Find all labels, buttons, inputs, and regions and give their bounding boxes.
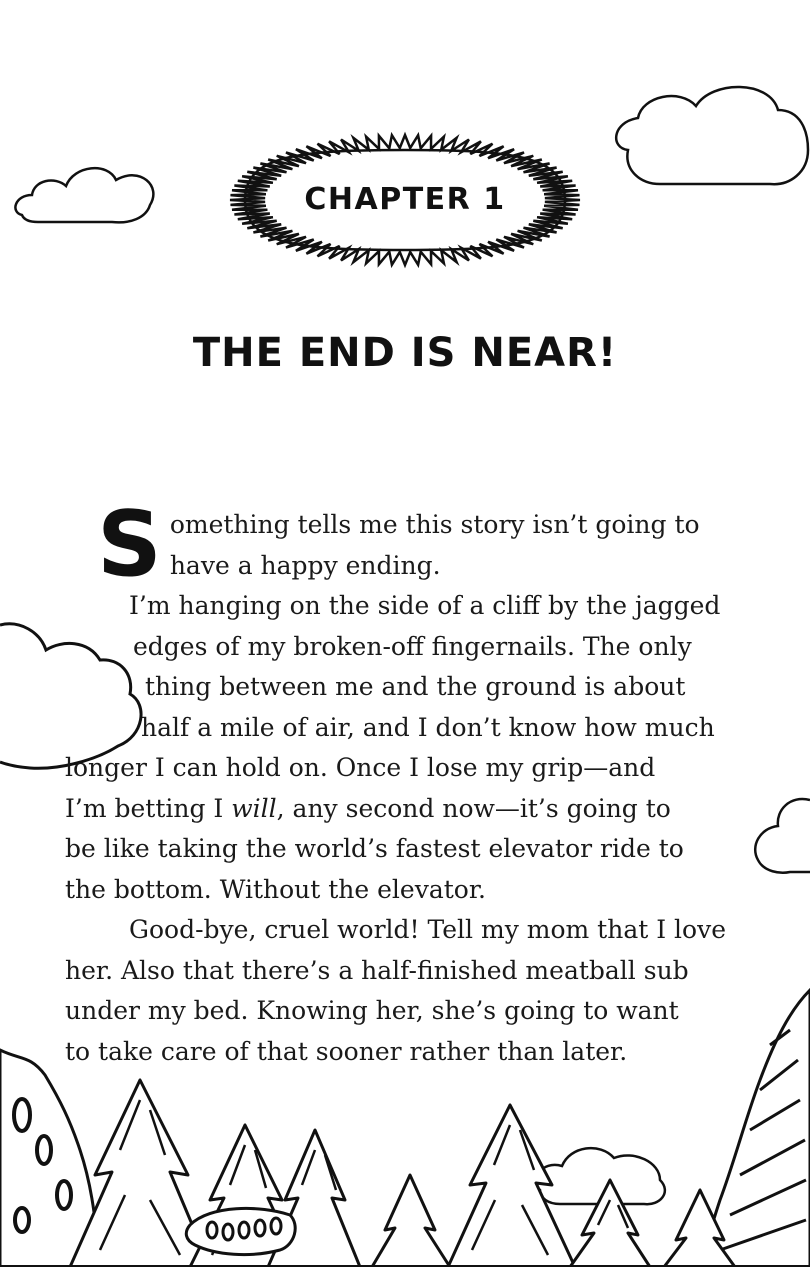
text-line: half a mile of air, and I don’t know how much <box>141 712 715 742</box>
text-segment: , any second now—it’s going to <box>276 793 671 823</box>
paragraph-2 <box>65 586 737 910</box>
text-line: thing between me and the ground is about <box>145 672 686 701</box>
text-line: under my bed. Knowing her, she’s going to want <box>65 996 679 1025</box>
text-segment: I’m betting I <box>65 793 232 823</box>
text-line: longer I can hold on. Once I lose my grip—and <box>65 753 656 782</box>
text-line: to take care of that sooner rather than later. <box>65 1036 628 1066</box>
cloud-top-right <box>616 87 808 184</box>
text-line: her. Also that there’s a half-finished meatball sub <box>65 955 689 985</box>
drop-cap: S <box>97 492 162 597</box>
chapter-body-text <box>65 492 737 1072</box>
paragraph-3 <box>65 910 737 1072</box>
text-line: have a happy ending. <box>169 550 441 580</box>
chapter-label: CHAPTER 1 <box>304 182 506 217</box>
cloud-top-left <box>15 168 153 222</box>
text-line: omething tells me this story isn’t going to <box>169 510 700 539</box>
paragraph-1 <box>97 492 737 597</box>
cloud-right-middle <box>755 799 810 873</box>
text-line: edges of my broken-off fingernails. The only <box>133 631 692 661</box>
text-line: the bottom. Without the elevator. <box>65 874 486 904</box>
text-line <box>65 794 671 823</box>
text-line: Good-bye, cruel world! Tell my mom that I love <box>129 915 727 944</box>
text-line: I’m hanging on the side of a cliff by the jagged <box>129 591 721 620</box>
text-line: be like taking the world’s fastest elevator ride to <box>65 834 684 863</box>
emphasis-text: will <box>231 793 277 823</box>
cloud-bottom-right <box>536 1148 665 1204</box>
chapter-title: THE END IS NEAR! <box>192 330 618 376</box>
